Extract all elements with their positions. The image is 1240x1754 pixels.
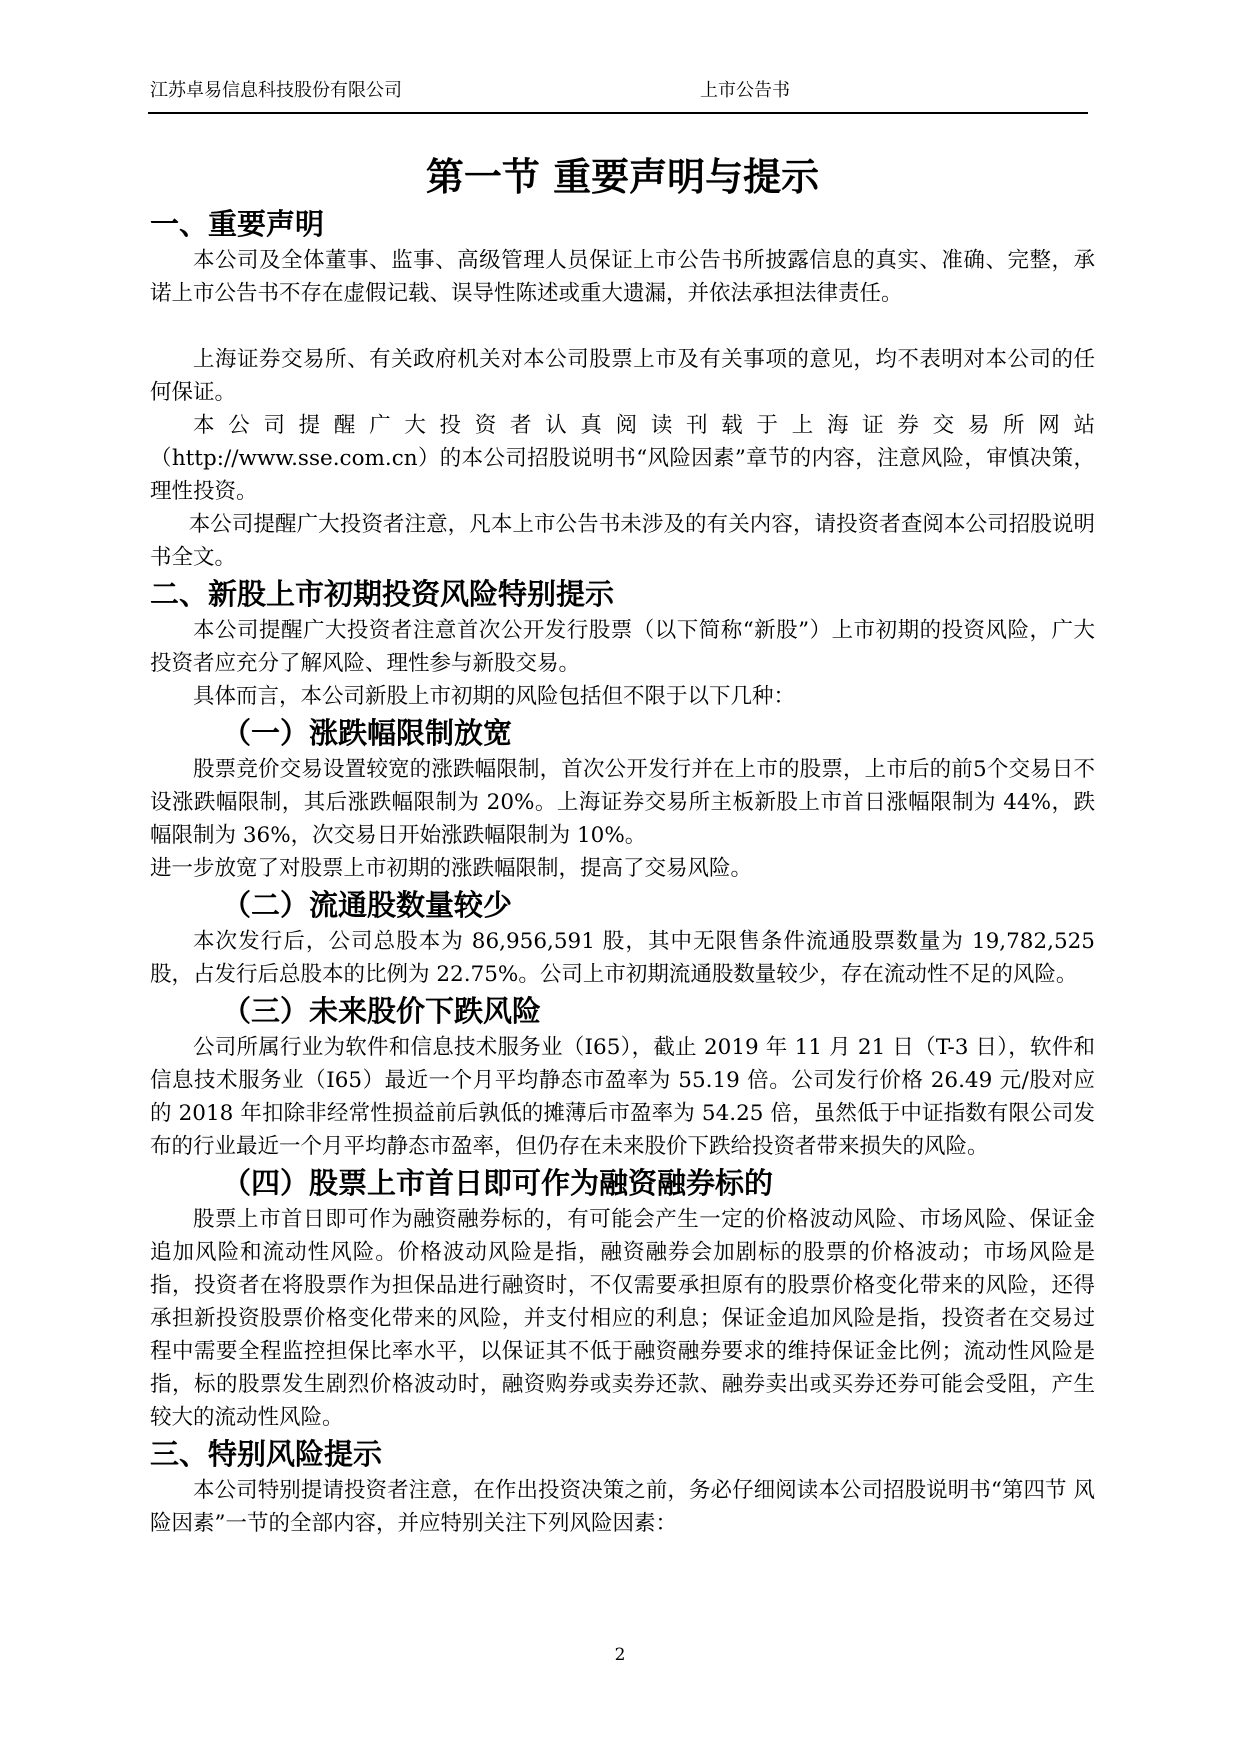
s2-sub4-heading: （四）股票上市首日即可作为融资融券标的 (222, 1166, 774, 1200)
s2-paragraph-2: 具体而言，本公司新股上市初期的风险包括但不限于以下几种： (193, 684, 796, 709)
s2-sub2-heading: （二）流通股数量较少 (222, 888, 513, 922)
s1-paragraph-3-line-1: 本公司提醒广大投资者认真阅读刊载于上海证券交易所网站 (193, 413, 1095, 438)
s3-heading: 三、特别风险提示 (150, 1437, 383, 1471)
s2-sub4-paragraph-1: 股票上市首日即可作为融资融券标的，有可能会产生一定的价格波动风险、市场风险、保证金追加风险和流动性风险。价格波动风险是指，融资融券会加剧标的股票的价格波动；市场风险是指，投资者在将股票作为担保品进行融资时，不仅需要承担原有的股票价格变化带来的风险，还得承担新投资股票价格变化带来的风险，并支付相应的利息；保证金追加风险是指，投资者在交易过程中需要全程监控担保比率水平，以保证其不低于融资融券要求的维持保证金比例；流动性风险是指，标的股票发生剧烈价格波动时，融资购券或卖券还款、融券卖出或买券还券可能会受阻，产生较大的流动性风险。 (150, 1207, 1095, 1430)
s2-sub3-heading: （三）未来股价下跌风险 (222, 994, 542, 1028)
header-company: 江苏卓易信息科技股份有限公司 (150, 80, 402, 101)
s1-heading: 一、重要声明 (150, 207, 325, 241)
s1-paragraph-2: 上海证券交易所、有关政府机关对本公司股票上市及有关事项的意见，均不表明对本公司的任何保证。 (150, 347, 1095, 405)
blank-line (150, 310, 1095, 343)
header-rule (148, 112, 1088, 114)
s2-sub1-paragraph-1: 股票竞价交易设置较宽的涨跌幅限制，首次公开发行并在上市的股票，上市后的前5个交易日不设涨跌幅限制，其后涨跌幅限制为 20%。上海证券交易所主板新股上市首日涨幅限制为 44%，跌幅限制为 36%，次交易日开始涨跌幅限制为 10%。 (150, 757, 1095, 848)
s2-sub1-paragraph-2: 进一步放宽了对股票上市初期的涨跌幅限制，提高了交易风险。 (150, 856, 753, 881)
page-content (150, 150, 1095, 1540)
s3-paragraph-1: 本公司特别提请投资者注意，在作出投资决策之前，务必仔细阅读本公司招股说明书“第四节 风险因素”一节的全部内容，并应特别关注下列风险因素： (150, 1478, 1095, 1536)
s2-heading: 二、新股上市初期投资风险特别提示 (150, 577, 615, 611)
s1-paragraph-3-line-2: （http://www.sse.com.cn）的本公司招股说明书“风险因素”章节的内容，注意风险，审慎决策，理性投资。 (150, 446, 1095, 504)
s1-paragraph-1: 本公司及全体董事、监事、高级管理人员保证上市公告书所披露信息的真实、准确、完整，承诺上市公告书不存在虚假记载、误导性陈述或重大遗漏，并依法承担法律责任。 (150, 248, 1095, 306)
s2-paragraph-1: 本公司提醒广大投资者注意首次公开发行股票（以下简称“新股”）上市初期的投资风险，广大投资者应充分了解风险、理性参与新股交易。 (150, 618, 1095, 676)
header-doc-type: 上市公告书 (700, 80, 790, 101)
s2-sub1-heading: （一）涨跌幅限制放宽 (222, 716, 513, 750)
page-number: 2 (614, 1645, 626, 1665)
section-title: 第一节 重要声明与提示 (425, 155, 820, 199)
s2-sub3-paragraph-1: 公司所属行业为软件和信息技术服务业（I65），截止 2019 年 11 月 21 日（T-3 日），软件和信息技术服务业（I65）最近一个月平均静态市盈率为 55.19 倍。公司发行价格 26.49 元/股对应的 2018 年扣除非经常性损益前后孰低的摊薄后市盈率为 54.25 倍，虽然低于中证指数有限公司发布的行业最近一个月平均静态市盈率，但仍存在未来股价下跌给投资者带来损失的风险。 (150, 1035, 1095, 1159)
s2-sub2-paragraph-1: 本次发行后，公司总股本为 86,956,591 股，其中无限售条件流通股票数量为 19,782,525 股，占发行后总股本的比例为 22.75%。公司上市初期流通股数量较少，存在流动性不足的风险。 (150, 929, 1095, 987)
s1-paragraph-4: 本公司提醒广大投资者注意，凡本上市公告书未涉及的有关内容，请投资者查阅本公司招股说明书全文。 (150, 512, 1095, 570)
